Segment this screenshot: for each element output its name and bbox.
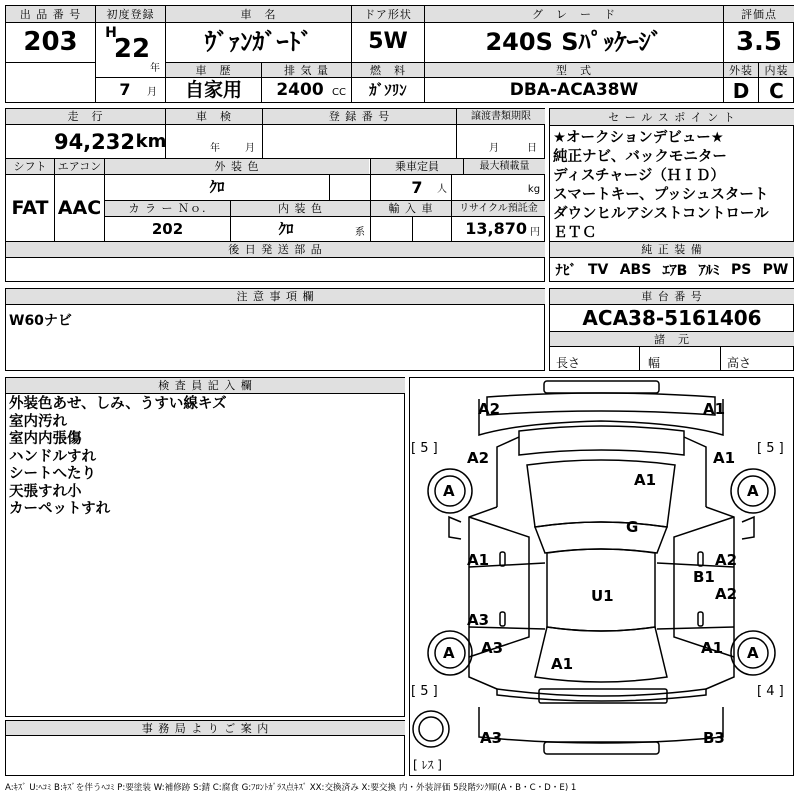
displacement-unit: CC	[332, 87, 346, 98]
tire-rear-left: A	[443, 644, 455, 662]
grade-label: グ レ ー ド	[425, 6, 723, 22]
equipment-item: ｱﾙﾐ	[698, 263, 720, 279]
length-label: 長さ	[556, 356, 581, 370]
spec-label: 諸 元	[550, 332, 794, 346]
door-label: ドア形状	[352, 6, 424, 22]
inspector-line: ハンドルすれ	[9, 448, 96, 465]
reg-month: 7	[119, 80, 131, 99]
reg-year: 22	[113, 34, 151, 64]
equipment-item: ABS	[619, 262, 652, 278]
mark-hood: A1	[634, 471, 657, 489]
recycle-label: リサイクル預託金	[452, 201, 545, 216]
notes-text: W60ナビ	[9, 313, 72, 329]
score-label: 評価点	[724, 6, 794, 22]
height-label: 高さ	[727, 356, 752, 370]
capacity-unit: 人	[437, 184, 447, 195]
mark-fender-right: A1	[713, 449, 736, 467]
fuel: ｶﾞｿﾘﾝ	[369, 81, 407, 99]
mileage-unit: km	[135, 131, 167, 152]
selling-point: ★オークションデビュー★	[553, 130, 724, 146]
door-type: 5W	[368, 29, 408, 54]
tread-rear-right: [ 4 ]	[757, 684, 784, 699]
exterior-grade: D	[732, 78, 750, 103]
capacity-label: 乗車定員	[371, 159, 463, 174]
equipment-list	[550, 258, 794, 282]
model: DBA-ACA38W	[509, 80, 639, 100]
selling-point: ダウンヒルアシストコントロール	[553, 206, 769, 222]
reg-no-label: 登 録 番 号	[263, 109, 456, 124]
office-label: 事 務 局 よ り ご 案 内	[6, 721, 405, 735]
mark-pillar-right: B1	[693, 568, 715, 586]
recycle-fee: 13,870	[465, 219, 527, 238]
int-color-label: 内 装 色	[231, 201, 370, 216]
mileage: 94,232	[53, 129, 135, 154]
interior-label: 内装	[759, 63, 794, 77]
selling-point: スマートキー、プッシュスタート	[553, 187, 769, 203]
displacement: 2400	[276, 80, 324, 100]
model-label: 型 式	[425, 63, 723, 77]
displacement-label: 排 気 量	[262, 63, 351, 77]
mark-door-fr: A2	[715, 551, 738, 569]
inspector-line: 天張すれ小	[9, 483, 82, 500]
car-outline	[409, 377, 794, 776]
tire-front-right: A	[747, 482, 759, 500]
history: 自家用	[184, 79, 242, 101]
width-label: 幅	[648, 356, 661, 370]
inspection-label: 車 検	[166, 109, 262, 124]
tire-front-left: A	[443, 482, 455, 500]
inspector-line: 外装色あせ、しみ、うすい線キズ	[9, 396, 227, 412]
car-name-label: 車 名	[166, 6, 351, 22]
first-reg-label: 初度登録	[96, 6, 165, 22]
mark-quarter-left: A3	[481, 639, 504, 657]
selling-points-list	[553, 129, 793, 243]
tread-front-left: [ 5 ]	[411, 441, 438, 456]
shift-label: シフト	[6, 159, 54, 174]
equipment-item: TV	[587, 262, 609, 278]
ac-label: エアコン	[55, 159, 104, 174]
color-no: 202	[151, 219, 184, 238]
mark-door-rl: A3	[467, 611, 490, 629]
mark-roof: U1	[591, 587, 614, 605]
history-label: 車 歴	[166, 63, 261, 77]
recycle-unit: 円	[530, 227, 540, 238]
chassis-label: 車 台 番 号	[550, 289, 794, 304]
fuel-label: 燃 料	[352, 63, 424, 77]
spare-tire-label: [ ﾚｽ ]	[413, 758, 442, 772]
score: 3.5	[735, 27, 783, 57]
selling-points-label: セ ー ル ス ポ イ ン ト	[550, 109, 794, 125]
insp-year-unit: 年	[210, 143, 220, 154]
equipment-item: ﾅﾋﾞ	[555, 263, 577, 279]
reg-year-unit: 年	[150, 63, 160, 74]
era: H	[105, 25, 117, 41]
load-label: 最大積載量	[464, 159, 545, 174]
mark-windshield: G	[626, 518, 639, 536]
int-color-unit: 系	[355, 227, 365, 238]
grade: 240S Sﾊﾟｯｹｰｼﾞ	[485, 28, 663, 56]
mark-rear-right: B3	[703, 729, 725, 747]
inspector-label: 検 査 員 記 入 欄	[6, 378, 405, 393]
tread-rear-left: [ 5 ]	[411, 684, 438, 699]
insp-month-unit: 月	[245, 143, 255, 154]
lot-no-label: 出 品 番 号	[6, 6, 95, 22]
chassis-number: ACA38-5161406	[582, 306, 762, 330]
equipment-item: PS	[730, 262, 752, 278]
mark-door-rr: A2	[715, 585, 738, 603]
ac: AAC	[57, 196, 102, 219]
mark-fender-left: A2	[467, 449, 490, 467]
equipment-label: 純 正 装 備	[550, 242, 794, 257]
inspector-line: カーペットすれ	[9, 501, 111, 517]
tire-rear-right: A	[747, 644, 759, 662]
notes-label: 注 意 事 項 欄	[6, 289, 545, 304]
mark-front-right: A1	[703, 400, 726, 418]
mark-rear-left: A3	[480, 729, 503, 747]
transfer-label: 譲渡書類期限	[457, 109, 545, 124]
int-color: ｸﾛ	[278, 219, 294, 238]
selling-point: ディスチャージ（ＨＩＤ）	[553, 168, 725, 184]
mark-door-fl: A1	[467, 551, 490, 569]
shift: FAT	[11, 196, 49, 219]
load-unit: kg	[527, 184, 541, 195]
selling-point: 純正ナビ、バックモニター	[553, 149, 727, 165]
mark-quarter-right: A1	[701, 639, 724, 657]
import-label: 輸 入 車	[371, 201, 451, 216]
equipment-item: PW	[762, 262, 789, 278]
equipment-item: ｴｱB	[662, 263, 688, 279]
ext-color: ｸﾛ	[209, 178, 225, 196]
tread-front-right: [ 5 ]	[757, 441, 784, 456]
mark-front-left: A2	[478, 400, 501, 418]
mark-trunk: A1	[551, 655, 574, 673]
car-name: ｳﾞｧﾝｶﾞｰﾄﾞ	[204, 28, 313, 56]
later-parts-label: 後 日 発 送 部 品	[6, 242, 545, 257]
interior-grade: C	[769, 78, 784, 103]
color-no-label: カ ラ ー Ｎｏ.	[105, 201, 230, 216]
lot-number: 203	[23, 27, 78, 57]
mileage-label: 走 行	[6, 109, 165, 124]
inspector-notes	[9, 396, 227, 519]
reg-month-unit: 月	[147, 87, 157, 98]
inspector-line: シートへたり	[9, 466, 96, 482]
exterior-label: 外装	[724, 63, 758, 77]
ext-color-label: 外 装 色	[105, 159, 369, 174]
legend: A:ｷｽﾞ U:ﾍｺﾐ B:ｷｽﾞを伴うﾍｺﾐ P:要塗装 W:補修跡 S:錆 C:腐食 G:ﾌﾛﾝﾄｶﾞﾗｽ点ｷｽﾞ XX:交換済み X:要交換 内・外装評価 5段階ﾗﾝｸ順(A・B・C・D・E) 1	[5, 783, 577, 793]
transfer-month-unit: 月	[489, 143, 499, 154]
capacity: 7	[411, 177, 423, 197]
inspector-line: 室内内張傷	[9, 431, 82, 447]
transfer-day-unit: 日	[527, 143, 537, 154]
inspector-line: 室内汚れ	[9, 413, 67, 430]
selling-point: ＥＴＣ	[553, 225, 597, 241]
